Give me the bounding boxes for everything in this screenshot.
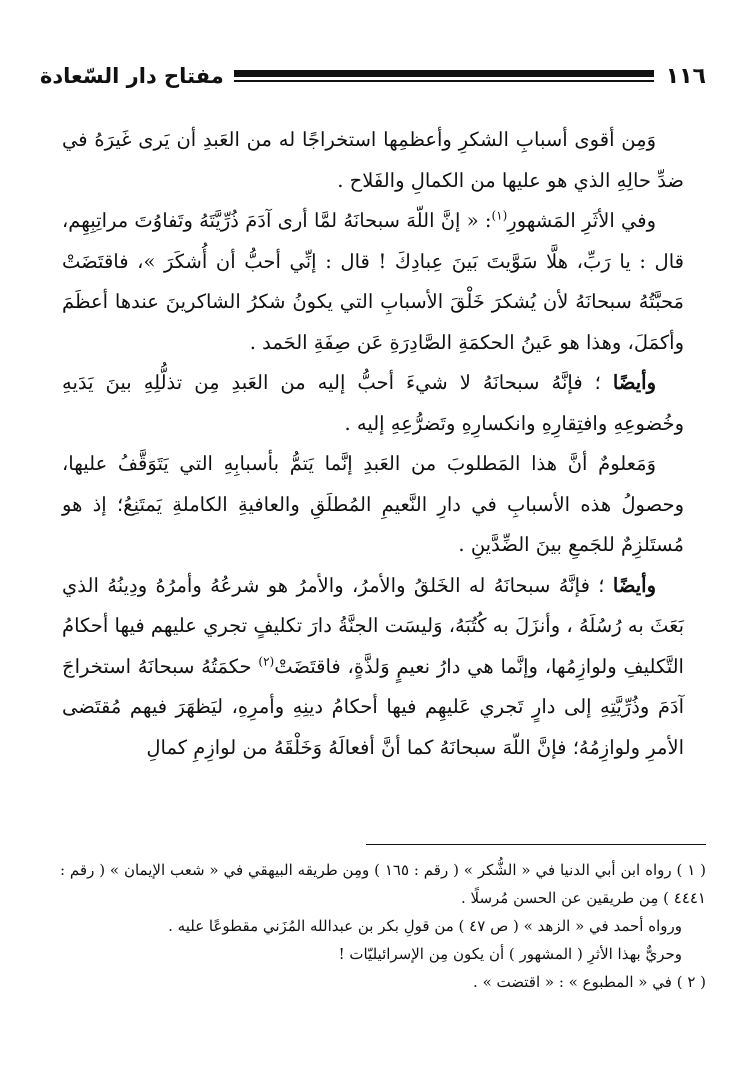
paragraph-2 [62, 201, 684, 363]
page-header [40, 58, 706, 94]
running-title: مفتاح دار السّعادة [40, 64, 224, 88]
footnotes [60, 856, 706, 996]
paragraph-3 [62, 363, 684, 444]
paragraph-5 [62, 566, 684, 769]
paragraph-text: وَمِن أقوى أسبابِ الشكرِ وأعظمِها استخراجًا له من العَبدِ أن يَرى غَيرَهُ في ضدِّ حالِهِ الذي هو عليها من الكمالِ والفَلاح . [62, 128, 684, 192]
paragraph-4 [62, 444, 684, 566]
paragraph-text-before-note: ؛ فإنَّهُ سبحانَهُ له الخَلقُ والأمرُ، والأمرُ هو شرعُهُ وأمرُهُ ودِينُهُ الذي بَعَثَ به رُسُلَهُ ، وأنزَلَ به كُتُبَهُ، وَليسَت الجنَّةُ دارَ تكليفٍ تجري عليهم فيها أحكامُ التَّكليفِ ولوازِمُها، وإنَّما هي دارُ نعيمٍ وَلذَّةٍ، فاقتَضَتْ [62, 573, 684, 678]
footnote-1-continued: ورواه أحمد في « الزهد » ( ص ٤٧ ) من قولِ بكر بن عبدالله المُزَني مقطوعًا عليه . [168, 917, 682, 935]
footnote-2: ( ٢ ) في « المطبوع » : « اقتضت » . [473, 973, 706, 991]
paragraph-text-before-note: وفي الأثَرِ المَشهورِ [507, 209, 657, 232]
paragraph-keyword: وأيضًا [612, 573, 656, 597]
paragraph-keyword: وأيضًا [612, 371, 656, 394]
footnote-separator [366, 844, 706, 845]
page-number: ١١٦ [665, 63, 706, 89]
paragraph-text: ؛ فإنَّهُ سبحانَهُ لا شيءَ أحبُّ إليه من العَبدِ مِن تذلُّلِهِ بينَ يَدَيهِ وخُضوعِهِ وافتِقارِهِ وانكسارِهِ وتَضرُّعِهِ إليه . [62, 371, 684, 435]
footnote-ref-2: (٢) [258, 654, 275, 668]
footnote-1-remark: وحريٌّ بهذا الأثرِ ( المشهور ) أن يكون مِن الإسرائيليّات ! [338, 945, 682, 963]
header-rule-thick [234, 70, 654, 77]
paragraph-text: وَمَعلومٌ أنَّ هذا المَطلوبَ من العَبدِ إنَّما يَتمُّ بأسبابِهِ التي يَتَوَقَّفُ عليها، وحصولُ هذه الأسبابِ في دارِ النَّعيمِ المُطلَقِ والعافيةِ الكاملةِ يَمتَنِعُ؛ إذ هو مُستَلزِمٌ للجَمعِ بينَ الضِّدَّينِ . [62, 452, 684, 556]
header-rule [234, 70, 654, 82]
paragraph-1 [62, 120, 684, 201]
footnote-1: ( ١ ) رواه ابن أبي الدنيا في « الشُّكر » ( رقم : ١٦٥ ) ومِن طريقه البيهقي في « شعب الإيمان » ( رقم : ٤٤٤١ ) مِن طريقين عن الحسن مُرسلًا . [60, 861, 706, 907]
footnote-ref-1: (١) [491, 208, 508, 223]
paragraph-text-after-note: حكمَتُهُ سبحانَهُ استخراجَ آدَمَ وذُرِّيَّتِهِ إلى دارٍ تَجري عَليهِم فيها أحكامُ دينِهِ وأمرِهِ، ليَظهَرَ فيهم مُقتَضى الأمرِ ولوازِمُهُ؛ فإنَّ اللّهَ سبحانَهُ كما أنَّ أفعالَهُ وَخَلْقَهُ من لوازِمِ كمالِ [62, 654, 684, 759]
header-rule-thin [234, 80, 654, 82]
main-text [62, 120, 684, 768]
paragraph-text-after-note: : « إنَّ اللّهَ سبحانَهُ لمَّا أرى آدَمَ ذُرِّيَّتَهُ وتَفاوُتَ مراتِبِهِم، قال : يا رَبِّ، هلَّا سَوَّيتَ بَينَ عِبادِكَ ! قال : إنِّي أحبُّ أن أُشكَرَ »، فاقتَضَتْ مَحبَّتُهُ سبحانَهُ لأن يُشكرَ خَلْقَ الأسبابِ التي يكونُ شكرُ الشاكرينَ عندها أعظَمَ وأكمَلَ، وهذا هو عَينُ الحكمَةِ الصَّادِرَةِ عَن صِفَةِ الحَمد . [62, 209, 684, 354]
